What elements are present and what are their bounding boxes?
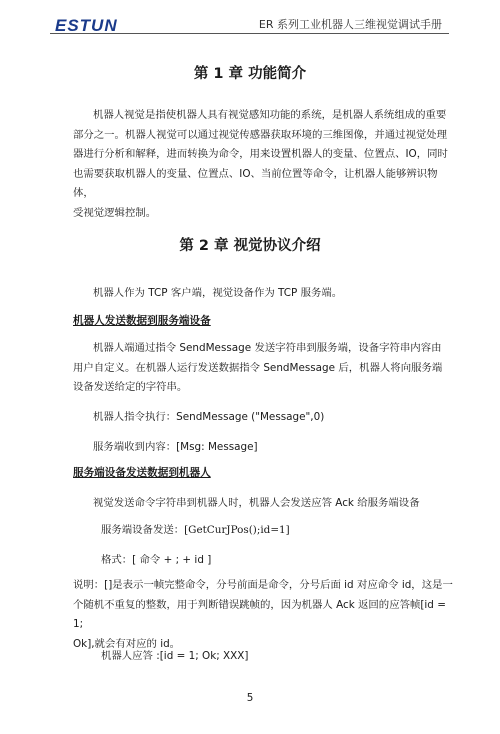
paragraph-line: 机器人视觉是指使机器人具有视觉感知功能的系统，是机器人系统组成的重要 [93, 109, 447, 121]
robot-command: 机器人指令执行：SendMessage ("Message",0) [93, 411, 325, 423]
paragraph-line: 设备发送给定的字符串。 [73, 381, 188, 393]
page-header [0, 0, 500, 36]
section-1-heading: 机器人发送数据到服务端设备 [73, 315, 211, 327]
chapter-2-title: 第 2 章 视觉协议介绍 [179, 238, 321, 254]
robot-reply: 机器人应答 :[id = 1; Ok; XXX] [101, 650, 249, 662]
server-received: 服务端收到内容：[Msg: Message] [93, 441, 258, 453]
chapter-1-paragraph [73, 106, 453, 223]
section-2-intro: 视觉发送命令字符串到机器人时，机器人会发送应答 Ack 给服务端设备 [93, 497, 420, 509]
paragraph-line: 机器人端通过指令 SendMessage 发送字符串到服务端，设备字符串内容由 [93, 342, 442, 354]
paragraph-line: 也需要获取机器人的变量、位置点、IO、当前位置等命令，让机器人能够辨识物体， [73, 167, 438, 199]
chapter-1-title: 第 1 章 功能简介 [193, 66, 307, 82]
server-send-value: [GetCurJPos();id=1] [184, 524, 290, 536]
paragraph-line: 部分之一。机器人视觉可以通过视觉传感器获取环境的三维图像，并通过视觉处理 [73, 128, 448, 141]
server-send-line [101, 521, 290, 536]
header-title: ER 系列工业机器人三维视觉调试手册 [258, 18, 442, 31]
server-send-label: 服务端设备发送： [101, 524, 185, 536]
paragraph-line: 器进行分析和解释，进而转换为命令，用来设置机器人的变量、位置点、IO，同时 [73, 148, 448, 160]
header-divider [50, 33, 449, 34]
page-number: 5 [246, 692, 254, 704]
format-line: 格式：[ 命令 + ; + id ] [101, 554, 212, 566]
paragraph-line: 说明：[]是表示一帧完整命令，分号前面是命令，分号后面 id 对应命令 id，这是一 [73, 579, 453, 591]
section-2-heading: 服务端设备发送数据到机器人 [73, 467, 211, 479]
paragraph-line: 个随机不重复的整数，用于判断错误跳帧的，因为机器人 Ack 返回的应答帧[id = 1; [73, 598, 446, 630]
estun-logo: ESTUN [55, 16, 118, 35]
paragraph-line: 受视觉逻辑控制。 [73, 206, 157, 219]
chapter-2-intro: 机器人作为 TCP 客户端，视觉设备作为 TCP 服务端。 [93, 287, 343, 299]
paragraph-line: 用户自定义。在机器人运行发送数据指令 SendMessage 后，机器人将向服务端 [73, 361, 443, 374]
paragraph-line: Ok],就会有对应的 id。 [73, 637, 181, 650]
section-1-paragraph [73, 339, 458, 398]
note-paragraph [73, 576, 458, 654]
